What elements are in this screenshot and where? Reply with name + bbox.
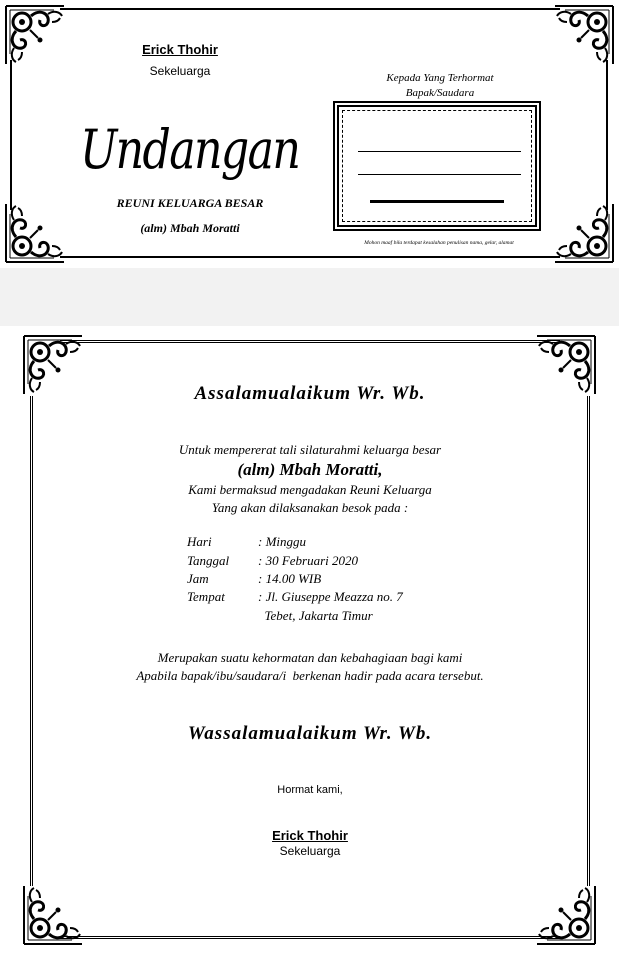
frame-left-line [30,396,33,886]
address-box [333,101,541,231]
frame-top-line [60,8,560,10]
signer-name: Erick Thohir [272,828,348,843]
recipient-line-2: Bapak/Saudara [405,87,475,99]
recipient-heading [340,71,540,101]
invitation-title: Undangan [80,118,300,181]
recipient-line-1: Kepada Yang Terhormat [386,72,494,84]
honor-line-2: Apabila bapak/ibu/saudara/i berkenan hadir pada acara tersebut. [136,668,484,683]
detail-value: : 30 Februari 2020 [258,553,359,568]
honor-line-1: Merupakan suatu kehormatan dan kebahagiaan bagi kami [157,650,463,665]
opening-greeting: Assalamualaikum Wr. Wb. [194,383,426,404]
detail-label: Tanggal [187,553,230,568]
address-line [358,151,521,152]
apology-note: Mohon maaf bila terdapat kesalahan penulisan nama, gelar, alamat [364,240,514,246]
detail-label: Jam [187,571,209,586]
event-title: REUNI KELUARGA BESAR [116,196,264,210]
frame-bottom-line [60,936,560,939]
address-line [358,174,521,175]
ornament-corner-icon [4,4,66,66]
intro-text: Untuk mempererat tali silaturahmi keluarga besar [178,442,442,457]
detail-value: : 14.00 WIB [258,571,322,586]
frame-right-line [606,60,608,210]
sender-family: Sekeluarga [149,64,211,78]
address-line [370,200,504,203]
detail-value: : Minggu [258,534,307,549]
closing-greeting: Wassalamualaikum Wr. Wb. [187,723,433,744]
letter-card [0,326,619,954]
schedule-intro: Yang akan dilaksanakan besok pada : [211,500,409,515]
ornament-corner-icon [22,884,84,946]
ornament-corner-icon [535,884,597,946]
envelope-card [0,0,619,268]
ornament-corner-icon [553,202,615,264]
purpose-text: Kami bermaksud mengadakan Reuni Keluarga [188,482,432,497]
ornament-corner-icon [553,4,615,66]
detail-value: : Jl. Giuseppe Meazza no. 7 [258,589,403,604]
ornament-corner-icon [4,202,66,264]
honoree-name: (alm) Mbah Moratti [140,221,240,235]
detail-label: Tempat [187,589,225,604]
frame-bottom-line [60,256,560,258]
regards-text: Hormat kami, [277,784,343,796]
honoree-name: (alm) Mbah Moratti, [237,460,383,479]
detail-value: Tebet, Jakarta Timur [258,608,373,623]
detail-label: Hari [187,534,212,549]
frame-left-line [10,60,12,210]
signer-family: Sekeluarga [279,844,341,858]
sender-name: Erick Thohir [142,42,218,57]
frame-top-line [60,340,560,343]
frame-right-line [587,396,590,886]
